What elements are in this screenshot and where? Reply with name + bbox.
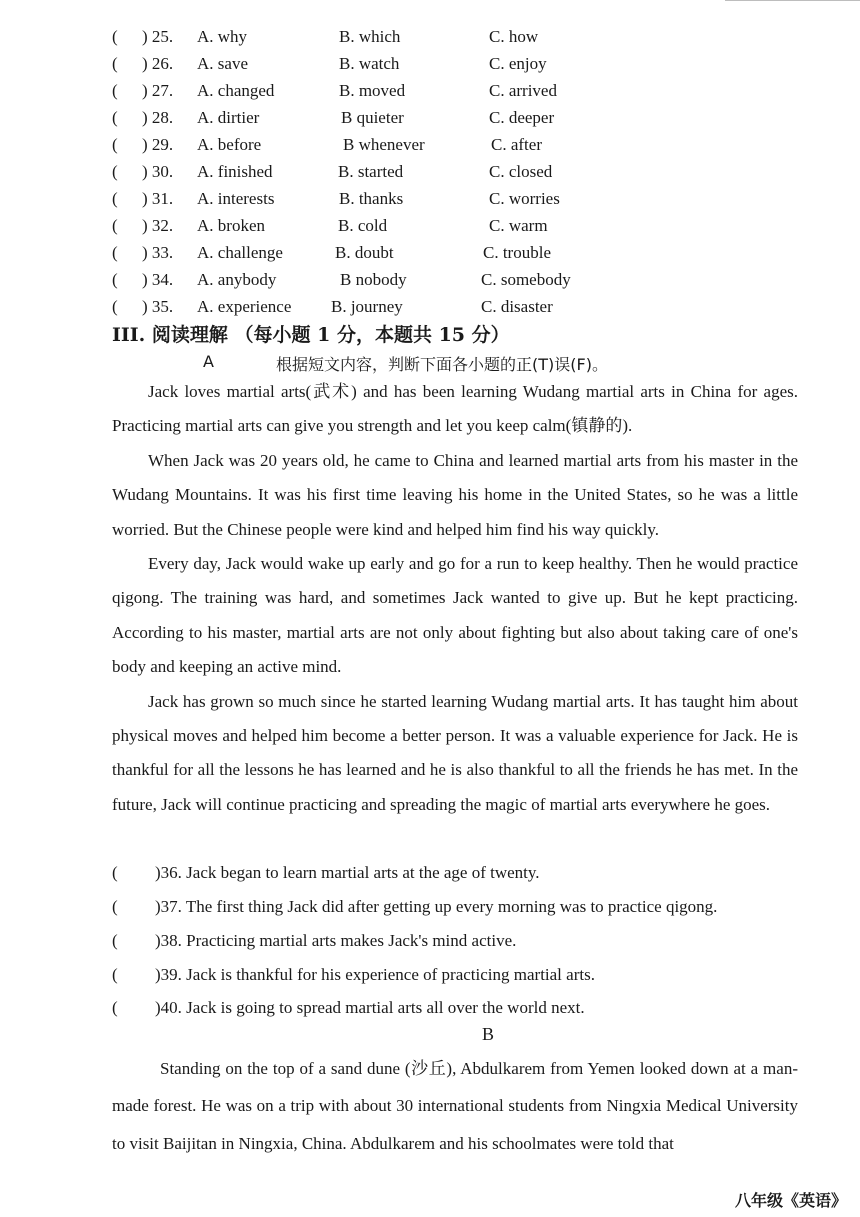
option-b: B. moved [339,81,406,100]
passage-paragraph: When Jack was 20 years old, he came to China and learned martial arts from his master in the Wudang Mountains. It was his first time leaving his home in the United States, so he was a little worried. But the Chinese people were kind and helped him find his way quickly. [112,450,798,539]
question-text: )37. The first thing Jack did after getting up every morning was to practice qigong. [155,897,718,916]
page-footer: 八年级《英语》 [735,1191,848,1210]
answer-paren: ( [112,897,118,916]
option-c: C. closed [489,162,553,181]
question-number: ) 35. [142,297,174,316]
option-a: A. experience [197,297,292,316]
question-number: ) 30. [142,162,174,181]
question-text: )39. Jack is thankful for his experience of practicing martial arts. [155,965,595,984]
option-c: C. warm [489,216,548,235]
option-b: B. watch [339,54,400,73]
option-c: C. deeper [489,108,555,127]
question-text: )40. Jack is going to spread martial arts all over the world next. [155,998,585,1017]
question-text: )36. Jack began to learn martial arts at the age of twenty. [155,863,540,882]
option-a: A. before [197,135,262,154]
answer-paren: ( [112,81,118,100]
question-number: ) 31. [142,189,174,208]
option-b: B quieter [341,108,404,127]
answer-paren: ( [112,931,118,950]
answer-paren: ( [112,297,118,316]
answer-paren: ( [112,135,118,154]
question-number: ) 28. [142,108,174,127]
option-a: A. finished [197,162,273,181]
answer-paren: ( [112,998,118,1017]
answer-paren: ( [112,108,118,127]
option-b: B. cold [338,216,388,235]
question-number: ) 33. [142,243,174,262]
passage-a-instruction: 根据短文内容，判断下面各小题的正(T)误(F)。 [276,355,608,374]
answer-paren: ( [112,270,118,289]
option-a: A. interests [197,189,275,208]
page-edge-line [725,0,860,1]
passage-paragraph: Jack loves martial arts(武术) and has been learning Wudang martial arts in China for ages. Practicing martial arts can give you strength and let you keep calm(镇静的). [112,382,798,436]
answer-paren: ( [112,27,118,46]
question-number: ) 29. [142,135,174,154]
option-c: C. enjoy [489,54,547,73]
answer-paren: ( [112,216,118,235]
question-number: ) 34. [142,270,174,289]
passage-paragraph: Jack has grown so much since he started learning Wudang martial arts. It has taught him about physical moves and helped him become a better person. It was a valuable experience for Jack. He is thankful for all the lessons he has learned and he is also thankful to all the friends he has met. In the future, Jack will continue practicing and spreading the magic of martial arts everywhere he goes. [112,691,798,814]
option-c: C. disaster [481,297,553,316]
question-number: ) 26. [142,54,174,73]
answer-paren: ( [112,189,118,208]
option-a: A. challenge [197,243,283,262]
option-b: B. doubt [335,243,394,262]
option-a: A. save [197,54,248,73]
option-c: C. somebody [481,270,571,289]
option-c: C. worries [489,189,560,208]
answer-paren: ( [112,162,118,181]
passage-paragraph: Every day, Jack would wake up early and go for a run to keep healthy. Then he would practice qigong. The training was hard, and sometimes Jack wanted to give up. But he kept practicing. According to his master, martial arts are not only about fighting but also about taking care of one's body and keeping an active mind. [112,554,798,677]
option-b: B. started [338,162,404,181]
question-text: )38. Practicing martial arts makes Jack's mind active. [155,931,517,950]
answer-paren: ( [112,863,118,882]
question-number: ) 32. [142,216,174,235]
option-c: C. trouble [483,243,551,262]
question-number: ) 27. [142,81,174,100]
passage-b-label: B [482,1024,495,1044]
answer-paren: ( [112,54,118,73]
option-b: B nobody [340,270,407,289]
option-a: A. anybody [197,270,277,289]
option-c: C. how [489,27,539,46]
section-heading: III. 阅读理解 （每小题 1 分，本题共 15 分） [112,324,510,346]
option-a: A. dirtier [197,108,260,127]
option-c: C. arrived [489,81,557,100]
question-number: ) 25. [142,27,174,46]
option-b: B. which [339,27,401,46]
passage-a [112,375,798,822]
option-b: B. thanks [339,189,404,208]
passage-paragraph: Standing on the top of a sand dune (沙丘), Abdulkarem from Yemen looked down at a man-made forest. He was on a trip with about 30 international students from Ningxia Medical University to visit Baijitan in Ningxia, China. Abdulkarem and his schoolmates were told that [112,1059,798,1153]
passage-a-label: A [203,352,214,371]
option-a: A. broken [197,216,265,235]
option-a: A. changed [197,81,275,100]
option-c: C. after [491,135,542,154]
answer-paren: ( [112,965,118,984]
answer-paren: ( [112,243,118,262]
option-b: B. journey [331,297,403,316]
option-a: A. why [197,27,248,46]
passage-b [112,1050,798,1162]
option-b: B whenever [343,135,425,154]
